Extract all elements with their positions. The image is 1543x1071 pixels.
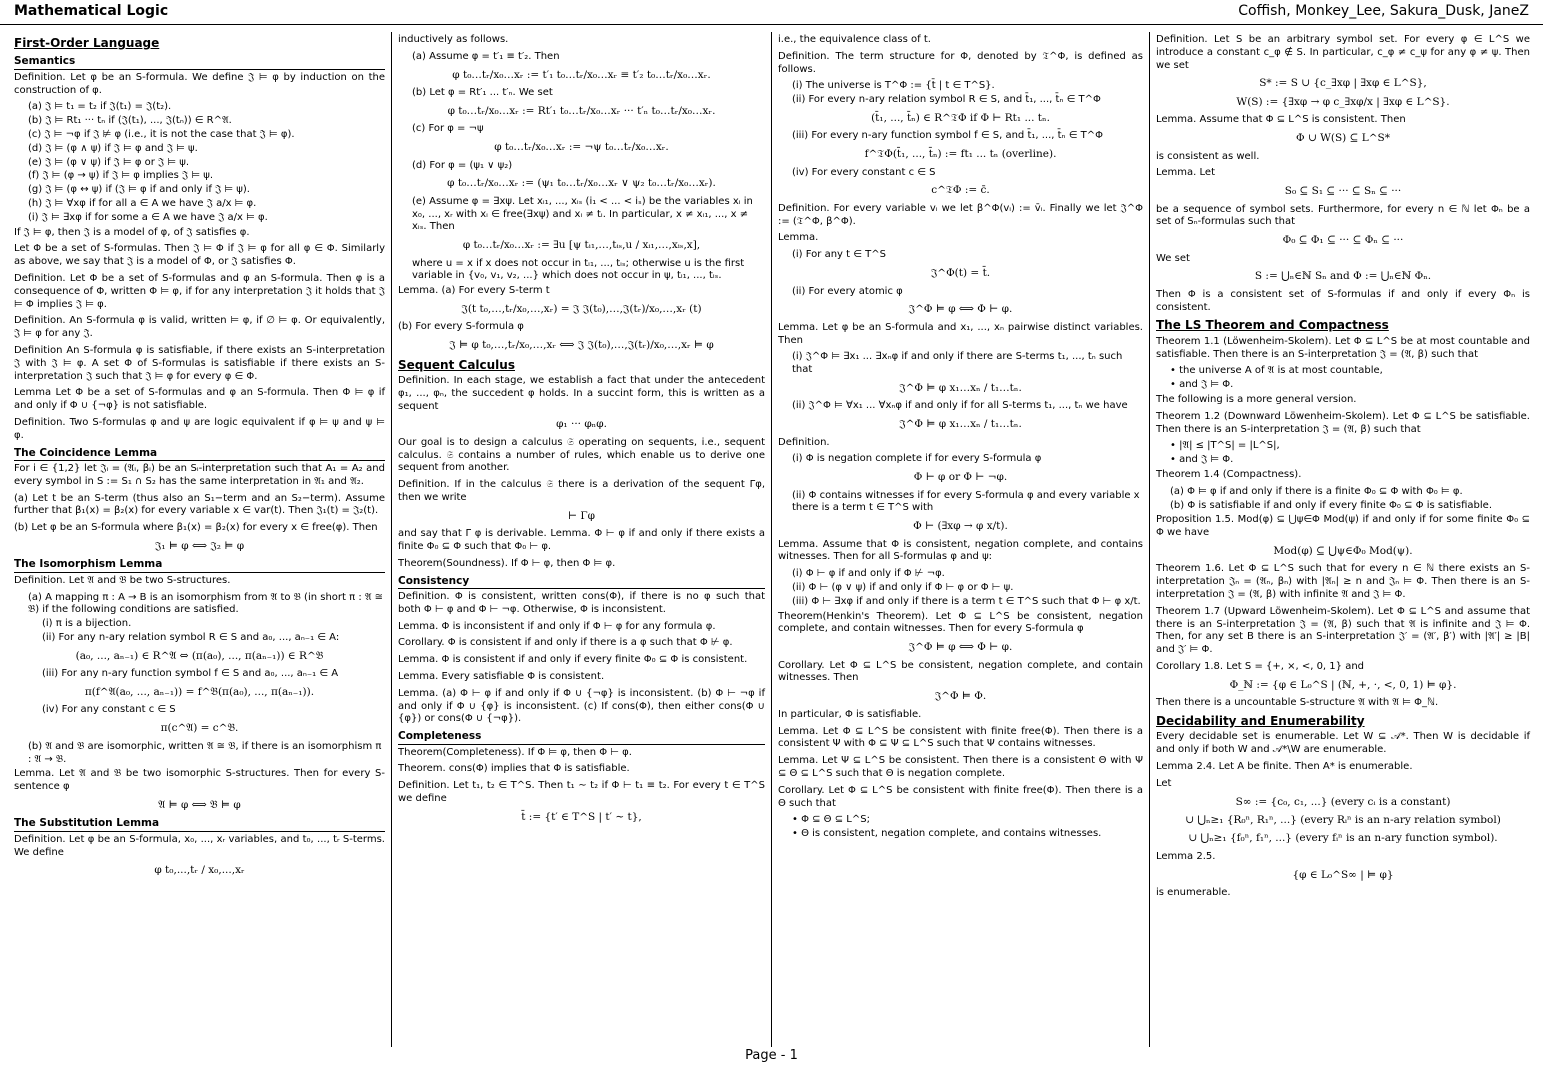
paragraph: Let Φ be a set of S-formulas. Then 𝔍 ⊨ Φ if 𝔍 ⊨ φ for all φ ∈ Φ. Similarly as above, we say that 𝔍 is a model of Φ, or 𝔍 satisfies Φ. xyxy=(14,243,385,268)
equation: φ t₀…tᵣ/x₀…xᵣ := Rt′₁ t₀…tᵣ/x₀…xᵣ ··· t′ₙ t₀…tᵣ/x₀…xᵣ. xyxy=(447,104,716,117)
paragraph: i.e., the equivalence class of t. xyxy=(778,34,931,45)
list-item: (c) For φ = ¬ψ xyxy=(412,123,484,135)
paragraph: Definition. Let S be an arbitrary symbol set. For every φ ∈ L^S we introduce a constant c_φ ∉ S. In particular, c_φ ≠ c_ψ for any φ ≠ ψ. Then we set xyxy=(1156,34,1530,71)
section-title: First-Order Language xyxy=(14,36,160,50)
equation: ∪ ⋃ₙ≥₁ {f₀ⁿ, f₁ⁿ, ...} (every fᵢⁿ is an n-ary function symbol). xyxy=(1188,832,1498,845)
paragraph: Lemma Let Φ be a set of S-formulas and φ an S-formula. Then Φ ⊨ φ if and only if Φ ∪ {¬φ} is not satisfiable. xyxy=(14,387,385,412)
paragraph: Our goal is to design a calculus 𝔖 operating on sequents, i.e., sequent calculus. 𝔖 contains a number of rules, which enable us to derive one sequent from another. xyxy=(398,436,765,474)
column-4 xyxy=(1150,32,1536,1047)
equation: S∞ := {c₀, c₁, ...} (every cᵢ is a constant) xyxy=(1235,795,1451,808)
paragraph: Lemma. Let Φ ⊆ L^S be consistent with finite free(Φ). Then there is a consistent Ψ with Φ ⊆ Ψ ⊆ L^S such that Ψ contains witnesses. xyxy=(778,725,1143,750)
list-item: • and 𝔍 ⊨ Φ. xyxy=(1170,454,1234,466)
bullet-text: Θ is consistent, negation complete, and contains witnesses. xyxy=(801,828,1102,840)
list-item: (d) For φ = (ψ₁ ∨ ψ₂) xyxy=(412,159,513,171)
equation: t̄ := {t′ ∈ T^S | t′ ∼ t}, xyxy=(521,810,642,823)
paragraph: Let xyxy=(1156,777,1172,789)
equation: 𝔍 ⊨ φ t₀,…,tᵣ/x₀,…,xᵣ ⟺ 𝔍 𝔍(t₀),…,𝔍(tᵣ)/x₀,…,xᵣ ⊨ φ xyxy=(449,339,714,352)
list-item: • Θ is consistent, negation complete, and contains witnesses. xyxy=(792,828,1102,840)
equation: φ t₀…tᵣ/x₀…xᵣ := ∃u [ψ tᵢ₁,…,tᵢₛ,u / xᵢ₁,…,xᵢₛ,x], xyxy=(462,239,701,252)
list-item: (e) 𝔍 ⊨ (φ ∨ ψ) if 𝔍 ⊨ φ or 𝔍 ⊨ ψ. xyxy=(28,156,190,168)
paragraph: and say that Γ φ is derivable. Lemma. Φ ⊢ φ if and only if there exists a finite Φ₀ ⊆ Φ such that Φ₀ ⊢ φ. xyxy=(398,528,765,553)
list-item: (i) π is a bijection. xyxy=(42,618,132,630)
paragraph: is consistent as well. xyxy=(1156,150,1260,162)
equation: φ t₀…tᵣ/x₀…xᵣ := ¬ψ t₀…tᵣ/x₀…xᵣ. xyxy=(494,141,669,154)
section-title: Sequent Calculus xyxy=(398,357,515,372)
equation: Φ ∪ W(S) ⊆ L^S* xyxy=(1296,132,1390,145)
paragraph: Corollary. Let Φ ⊆ L^S be consistent with finite free(Φ). Then there is a Θ such that xyxy=(778,784,1143,809)
paragraph: Lemma. (a) For every S-term t xyxy=(398,285,550,297)
paragraph: Lemma. Every satisfiable Φ is consistent. xyxy=(398,671,605,683)
list-item: (ii) For every n-ary relation symbol R ∈ S, and t̄₁, ..., t̄ₙ ∈ T^Φ xyxy=(792,94,1101,106)
list-item: (ii) Φ contains witnesses if for every S-formula φ and every variable x there is a term t ∈ T^S with xyxy=(792,489,1140,514)
list-item: • |𝔄| ≤ |T^S| = |L^S|, xyxy=(1170,440,1280,452)
paragraph: Lemma. Φ is inconsistent if and only if Φ ⊢ φ for any formula φ. xyxy=(398,620,716,632)
equation: Φ_ℕ := {φ ∈ L₀^S | (ℕ, +, ·, <, 0, 1) ⊨ φ}. xyxy=(1229,678,1457,691)
paragraph: Theorem 1.6. Let Φ ⊆ L^S such that for every n ∈ ℕ there exists an S-interpretation 𝔍ₙ = (𝔄ₙ, βₙ) with |𝔄ₙ| ≥ n and 𝔍ₙ ⊨ Φ. Then there is an S-interpretation 𝔍 = (𝔄, β) with infinite 𝔄 and 𝔍 ⊨ Φ. xyxy=(1156,563,1530,600)
equation: π(f^𝔄(a₀, ..., aₙ₋₁)) = f^𝔅(π(a₀), ..., π(aₙ₋₁)). xyxy=(84,686,315,699)
list-item: (i) The universe is T^Φ := {t̄ | t ∈ T^S}. xyxy=(792,80,995,92)
paragraph: Definition. Two S-formulas φ and ψ are logic equivalent if φ ⊨ ψ and ψ ⊨ φ. xyxy=(14,416,385,441)
list-item: (b) Φ is satisfiable if and only if every finite Φ₀ ⊆ Φ is satisfiable. xyxy=(1170,499,1493,511)
equation: 𝔍^Φ ⊨ φ x₁…xₙ / t₁…tₙ. xyxy=(899,381,1022,394)
paragraph: Definition. In each stage, we establish a fact that under the antecedent φ₁, ..., φₙ, the succedent φ holds. In a succint form, this is written as a sequent xyxy=(398,374,765,412)
equation: π(c^𝔄) = c^𝔅. xyxy=(160,722,239,735)
paragraph: Theorem 1.4 (Compactness). xyxy=(1156,468,1302,480)
paragraph: Lemma. Assume that Φ is consistent, negation complete, and contains witnesses. Then for all S-formulas φ and ψ: xyxy=(778,538,1143,563)
paragraph: is enumerable. xyxy=(1156,887,1231,899)
paragraph: Definition. Let φ be an S-formula. We define 𝔍 ⊨ φ by induction on the construction of φ. xyxy=(14,71,385,96)
paragraph: (a) Let t be an S-term (thus also an S₁−term and an S₂−term). Assume further that β₁(x) = β₂(x) for every variable x ∈ var(t). Then 𝔍₁(t) = 𝔍₂(t). xyxy=(14,492,385,517)
list-item: (ii) 𝔍^Φ ⊨ ∀x₁ ... ∀xₙφ if and only if for all S-terms t₁, ..., tₙ we have xyxy=(792,400,1128,412)
equation: c^𝔗Φ := c̄. xyxy=(931,184,990,197)
list-item: (i) Φ ⊢ φ if and only if Φ ⊬ ¬φ. xyxy=(792,568,945,580)
page-number: Page - 1 xyxy=(745,1048,798,1063)
paragraph: Proposition 1.5. Mod(φ) ⊆ ⋃ψ∈Φ Mod(ψ) if and only if for some finite Φ₀ ⊆ Φ we have xyxy=(1156,514,1530,539)
list-item: (iii) For every n-ary function symbol f ∈ S, and t̄₁, ..., t̄ₙ ∈ T^Φ xyxy=(792,130,1103,142)
list-item: (g) 𝔍 ⊨ (φ ↔ ψ) if (𝔍 ⊨ φ if and only if 𝔍 ⊨ ψ). xyxy=(28,184,250,196)
paragraph: Definition. An S-formula φ is valid, written ⊨ φ, if ∅ ⊨ φ. Or equivalently, 𝔍 ⊨ φ for any 𝔍. xyxy=(14,315,385,340)
paragraph: Lemma. (a) Φ ⊢ φ if and only if Φ ∪ {¬φ} is inconsistent. (b) Φ ⊢ ¬φ if and only if Φ ∪ {φ} is inconsistent. (c) If cons(Φ), then either cons(Φ ∪ {φ}) or cons(Φ ∪ {¬φ}). xyxy=(398,687,765,725)
list-item: (i) 𝔍^Φ ⊨ ∃x₁ ... ∃xₙφ if and only if there are S-terms t₁, ..., tₙ such that xyxy=(792,351,1123,376)
paragraph: Definition. Let φ be an S-formula, x₀, ..., xᵣ variables, and t₀, ..., tᵣ S-terms. We define xyxy=(14,833,385,858)
paragraph: Definition. Φ is consistent, written cons(Φ), if there is no φ such that both Φ ⊢ φ and Φ ⊢ ¬φ. Otherwise, Φ is inconsistent. xyxy=(398,591,765,615)
equation: 𝔍^Φ ⊨ Φ. xyxy=(934,690,987,703)
list-item: (ii) For every atomic φ xyxy=(792,285,903,297)
equation: f^𝔗Φ(t̄₁, ..., t̄ₙ) := ft₁ ... tₙ (overline). xyxy=(864,148,1057,161)
paragraph: Lemma. Let 𝔄 and 𝔅 be two isomorphic S-structures. Then for every S-sentence φ xyxy=(14,768,385,793)
paragraph: Lemma. Let φ be an S-formula and x₁, ..., xₙ pairwise distinct variables. Then xyxy=(778,321,1143,346)
list-item: (i) For any t ∈ T^S xyxy=(792,249,886,261)
paragraph: Theorem(Completeness). If Φ ⊨ φ, then Φ ⊢ φ. xyxy=(398,746,632,758)
paragraph: (b) For every S-formula φ xyxy=(398,321,524,333)
paragraph: Definition. xyxy=(778,436,830,448)
paragraph: Theorem 1.7 (Upward Löwenheim-Skolem). Let Φ ⊆ L^S and assume that there is an S-interpretation 𝔍 = (𝔄, β) such that 𝔄 is infinite and 𝔍 ⊨ Φ. Then, for any set B there is an S-interpretation 𝔍′ = (𝔄′, β′) with |𝔄′| ≥ |B| and 𝔍′ ⊨ Φ. xyxy=(1156,605,1530,656)
paragraph: Definition. Let Φ be a set of S-formulas and φ an S-formula. Then φ is a consequence of Φ, written Φ ⊨ φ, if for any interpretation 𝔍 it holds that 𝔍 ⊨ Φ implies 𝔍 ⊨ φ. xyxy=(14,272,385,310)
equation: 𝔍^Φ ⊨ φ ⟺ Φ ⊢ φ. xyxy=(908,303,1013,316)
header xyxy=(0,0,1543,25)
equation: S* := S ∪ {c_∃xφ | ∃xφ ∈ L^S}, xyxy=(1259,77,1427,90)
equation: 𝔍(t t₀,…,tᵣ/x₀,…,xᵣ) = 𝔍 𝔍(t₀),…,𝔍(tᵣ)/x₀,…,xᵣ (t) xyxy=(461,302,702,315)
paragraph: Corollary. Let Φ ⊆ L^S be consistent, negation complete, and contain witnesses. Then xyxy=(778,659,1143,684)
bullet-text: the universe A of 𝔄 is at most countable, xyxy=(1179,365,1383,377)
list-item: (iii) Φ ⊢ ∃xφ if and only if there is a term t ∈ T^S such that Φ ⊢ φ x/t. xyxy=(792,595,1141,607)
equation: 𝔍₁ ⊨ φ ⟺ 𝔍₂ ⊨ φ xyxy=(154,539,245,552)
paragraph: Theorem(Henkin's Theorem). Let Φ ⊆ L^S be consistent, negation complete, and contain witnesses. Then for every S-formula φ xyxy=(778,610,1143,635)
paragraph: Theorem. cons(Φ) implies that Φ is satisfiable. xyxy=(398,763,630,775)
paragraph: Lemma. Let xyxy=(1156,167,1215,179)
equation: 𝔍^Φ ⊨ φ x₁…xₙ / t₁…tₙ. xyxy=(899,418,1022,431)
equation: ⊢ Γφ xyxy=(567,509,595,522)
list-item: (a) Assume φ = t′₁ ≡ t′₂. Then xyxy=(412,50,560,62)
paragraph: Theorem 1.2 (Downward Löwenheim-Skolem). Let Φ ⊆ L^S be satisfiable. Then there is an S-interpretation 𝔍 = (𝔄, β) such that xyxy=(1156,410,1530,435)
list-item: (ii) For any n-ary relation symbol R ∈ S and a₀, ..., aₙ₋₁ ∈ A: xyxy=(42,632,340,643)
paragraph: Then there is a uncountable S-structure 𝔄 with 𝔄 ⊨ Φ_ℕ. xyxy=(1156,697,1439,709)
list-item: (ii) Φ ⊢ (φ ∨ ψ) if and only if Φ ⊢ φ or Φ ⊢ ψ. xyxy=(792,582,1014,594)
list-item: (a) A mapping π : A → B is an isomorphism from 𝔄 to 𝔅 (in short π : 𝔄 ≅ 𝔅) if the following conditions are satisfied. xyxy=(28,591,384,616)
paragraph: For i ∈ {1,2} let 𝔍ᵢ = (𝔄ᵢ, βᵢ) be an Sᵢ-interpretation such that A₁ = A₂ and every symbol in S := S₁ ∩ S₂ has the same interpretation in 𝔄₁ and 𝔄₂. xyxy=(14,462,385,487)
equation: Φ₀ ⊆ Φ₁ ⊆ ··· ⊆ Φₙ ⊆ ··· xyxy=(1282,234,1404,247)
list-item: (h) 𝔍 ⊨ ∀xφ if for all a ∈ A we have 𝔍 a/x ⊨ φ. xyxy=(28,197,257,209)
subsection-title: The Coincidence Lemma xyxy=(14,447,385,461)
paragraph: Definition. If in the calculus 𝔖 there is a derivation of the sequent Γφ, then we write xyxy=(398,479,765,503)
list-item: • Φ ⊆ Θ ⊆ L^S; xyxy=(792,814,870,826)
authors: Coffish, Monkey_Lee, Sakura_Dusk, JaneZ xyxy=(1238,3,1529,19)
paragraph: inductively as follows. xyxy=(398,34,509,45)
list-item: where u = x if x does not occur in tᵢ₁, ..., tᵢₛ; otherwise u is the first variable in {v₀, v₁, v₂, ...} which does not occur in ψ, tᵢ₁, ..., tᵢₛ. xyxy=(412,257,745,282)
equation: 𝔄 ⊨ φ ⟺ 𝔅 ⊨ φ xyxy=(158,798,241,811)
list-item: (iv) For every constant c ∈ S xyxy=(792,166,936,178)
subsection-title: Completeness xyxy=(398,730,765,744)
list-item: (iii) For any n-ary function symbol f ∈ S and a₀, ..., aₙ₋₁ ∈ A xyxy=(42,668,339,680)
bullet-text: and 𝔍 ⊨ Φ. xyxy=(1179,454,1234,466)
section-title: The LS Theorem and Compactness xyxy=(1156,318,1389,333)
paragraph: (b) Let φ be an S-formula where β₁(x) = β₂(x) for every x ∈ free(φ). Then xyxy=(14,522,378,534)
column-2 xyxy=(392,32,772,1047)
paragraph: Theorem 1.1 (Löwenheim-Skolem). Let Φ ⊆ L^S be at most countable and satisfiable. Then there is an S-interpretation 𝔍 = (𝔄, β) such that xyxy=(1156,335,1530,360)
paragraph: Lemma. Let Ψ ⊆ L^S be consistent. Then there is a consistent Θ with Ψ ⊆ Θ ⊆ L^S such that Θ is negation complete. xyxy=(778,755,1143,779)
list-item: (f) 𝔍 ⊨ (φ → ψ) if 𝔍 ⊨ φ implies 𝔍 ⊨ ψ. xyxy=(28,170,214,182)
paragraph: be a sequence of symbol sets. Furthermore, for every n ∈ ℕ let Φₙ be a set of Sₙ-formulas such that xyxy=(1156,203,1530,228)
paragraph: Every decidable set is enumerable. Let W ⊆ 𝒜*. Then W is decidable if and only if both W and 𝒜*\W are enumerable. xyxy=(1156,731,1530,756)
paragraph: Corollary. Φ is consistent if and only if there is a φ such that Φ ⊬ φ. xyxy=(398,637,733,649)
list-item: (e) Assume φ = ∃xψ. Let xᵢ₁, ..., xᵢₛ (i₁ < ... < iₛ) be the variables xᵢ in x₀, ..., xᵣ with xᵢ ∈ free(∃xψ) and xᵢ ≠ tᵢ. In particular, x ≠ xᵢ₁, ..., x ≠ xᵢₛ. Then xyxy=(412,195,753,233)
equation: 𝔍^Φ(t) = t̄. xyxy=(930,267,991,280)
equation: φ₁ ··· φₙφ. xyxy=(556,418,607,431)
paragraph: Definition. Let t₁, t₂ ∈ T^S. Then t₁ ∼ t₂ if Φ ⊢ t₁ ≡ t₂. For every t ∈ T^S we define xyxy=(398,780,765,805)
paragraph: Lemma 2.5. xyxy=(1156,850,1216,862)
equation: S₀ ⊆ S₁ ⊆ ··· ⊆ Sₙ ⊆ ··· xyxy=(1284,185,1402,198)
list-item: • and 𝔍 ⊨ Φ. xyxy=(1170,379,1234,391)
list-item: (iv) For any constant c ∈ S xyxy=(42,704,176,716)
equation: (a₀, ..., aₙ₋₁) ∈ R^𝔄 ⇔ (π(a₀), ..., π(aₙ₋₁)) ∈ R^𝔅 xyxy=(75,649,324,662)
list-item: (i) Φ is negation complete if for every S-formula φ xyxy=(792,453,1042,465)
bullet-text: |𝔄| ≤ |T^S| = |L^S|, xyxy=(1179,440,1280,452)
subsection-title: Semantics xyxy=(14,55,385,69)
equation: ∪ ⋃ₙ≥₁ {R₀ⁿ, R₁ⁿ, ...} (every Rᵢⁿ is an n-ary relation symbol) xyxy=(1185,813,1501,826)
paragraph: Lemma. Φ is consistent if and only if every finite Φ₀ ⊆ Φ is consistent. xyxy=(398,654,748,666)
equation: φ t₀…tᵣ/x₀…xᵣ := (ψ₁ t₀…tᵣ/x₀…xᵣ ∨ ψ₂ t₀…tᵣ/x₀…xᵣ). xyxy=(447,177,716,190)
paragraph: Corollary 1.8. Let S = {+, ×, <, 0, 1} and xyxy=(1156,660,1365,672)
paragraph: If 𝔍 ⊨ φ, then 𝔍 is a model of φ, of 𝔍 satisfies φ. xyxy=(14,226,250,238)
equation: Mod(φ) ⊆ ⋃ψ∈Φ₀ Mod(ψ). xyxy=(1273,544,1413,557)
equation: 𝔍^Φ ⊨ φ ⟺ Φ ⊢ φ. xyxy=(908,641,1013,654)
paragraph: Definition. The term structure for Φ, denoted by 𝔗^Φ, is defined as follows. xyxy=(778,50,1143,75)
paragraph: Lemma. Assume that Φ ⊆ L^S is consistent. Then xyxy=(1156,114,1406,126)
list-item: • the universe A of 𝔄 is at most countable, xyxy=(1170,365,1383,377)
list-item: (b) 𝔍 ⊨ Rt₁ ··· tₙ if (𝔍(t₁), ..., 𝔍(tₙ)) ∈ R^𝔄. xyxy=(28,115,232,127)
paragraph: Lemma. xyxy=(778,232,819,244)
list-item: (i) 𝔍 ⊨ ∃xφ if for some a ∈ A we have 𝔍 a/x ⊨ φ. xyxy=(28,211,268,223)
list-item: (c) 𝔍 ⊨ ¬φ if 𝔍 ⊭ φ (i.e., it is not the case that 𝔍 ⊨ φ). xyxy=(28,128,295,140)
subsection-title: Consistency xyxy=(398,575,765,589)
paragraph: In particular, Φ is satisfiable. xyxy=(778,708,922,720)
equation: W(S) := {∃xφ → φ c_∃xφ/x | ∃xφ ∈ L^S}. xyxy=(1236,95,1450,108)
subsection-title: The Isomorphism Lemma xyxy=(14,558,385,572)
list-item: (a) Φ ⊨ φ if and only if there is a finite Φ₀ ⊆ Φ with Φ₀ ⊨ φ. xyxy=(1170,485,1463,497)
column-1 xyxy=(8,32,392,1047)
section-title: Decidability and Enumerability xyxy=(1156,713,1365,728)
paragraph: Theorem(Soundness). If Φ ⊢ φ, then Φ ⊨ φ. xyxy=(398,557,616,569)
bullet-text: Φ ⊆ Θ ⊆ L^S; xyxy=(801,814,870,826)
equation: φ t₀,...,tᵣ / x₀,...,xᵣ xyxy=(154,864,245,877)
paragraph: Definition. For every variable vᵢ we let β^Φ(vᵢ) := v̄ᵢ. Finally we let 𝔍^Φ := (𝔗^Φ, β^Φ). xyxy=(778,202,1143,227)
list-item: (a) 𝔍 ⊨ t₁ = t₂ if 𝔍(t₁) = 𝔍(t₂). xyxy=(28,101,172,113)
subsection-title: The Substitution Lemma xyxy=(14,817,385,831)
list-item: (b) 𝔄 and 𝔅 are isomorphic, written 𝔄 ≅ 𝔅, if there is an isomorphism π : 𝔄 → 𝔅. xyxy=(28,740,382,765)
equation: Φ ⊢ φ or Φ ⊢ ¬φ. xyxy=(913,471,1008,484)
equation: {φ ∈ L₀^S∞ | ⊨ φ} xyxy=(1292,868,1394,881)
paragraph: Lemma 2.4. Let A be finite. Then A* is enumerable. xyxy=(1156,760,1413,772)
equation: Φ ⊢ (∃xφ → φ x/t). xyxy=(913,520,1008,533)
equation: φ t₀…tᵣ/x₀…xᵣ := t′₁ t₀…tᵣ/x₀…xᵣ ≡ t′₂ t₀…tᵣ/x₀…xᵣ. xyxy=(452,68,711,81)
paragraph: Definition. Let 𝔄 and 𝔅 be two S-structures. xyxy=(14,574,231,586)
equation: S := ⋃ₙ∈ℕ Sₙ and Φ := ⋃ₙ∈ℕ Φₙ. xyxy=(1254,270,1432,283)
list-item: (d) 𝔍 ⊨ (φ ∧ ψ) if 𝔍 ⊨ φ and 𝔍 ⊨ ψ. xyxy=(28,142,198,154)
paragraph: The following is a more general version. xyxy=(1156,393,1357,405)
document-title: Mathematical Logic xyxy=(14,3,169,19)
paragraph: Definition An S-formula φ is satisfiable, if there exists an S-interpretation 𝔍 with 𝔍 ⊨ φ. A set Φ of S-formulas is satisfiable if there exists an S-interpretation 𝔍 such that 𝔍 ⊨ φ for every φ ∈ Φ. xyxy=(14,344,385,382)
bullet-text: and 𝔍 ⊨ Φ. xyxy=(1179,379,1234,391)
paragraph: Then Φ is a consistent set of S-formulas if and only if every Φₙ is consistent. xyxy=(1156,288,1530,313)
column-3 xyxy=(772,32,1150,1047)
equation: (t̄₁, ..., t̄ₙ) ∈ R^𝔗Φ if Φ ⊢ Rt₁ ... tₙ. xyxy=(871,111,1050,124)
paragraph: We set xyxy=(1156,252,1190,264)
list-item: (b) Let φ = Rt′₁ ... t′ₙ. We set xyxy=(412,87,553,99)
